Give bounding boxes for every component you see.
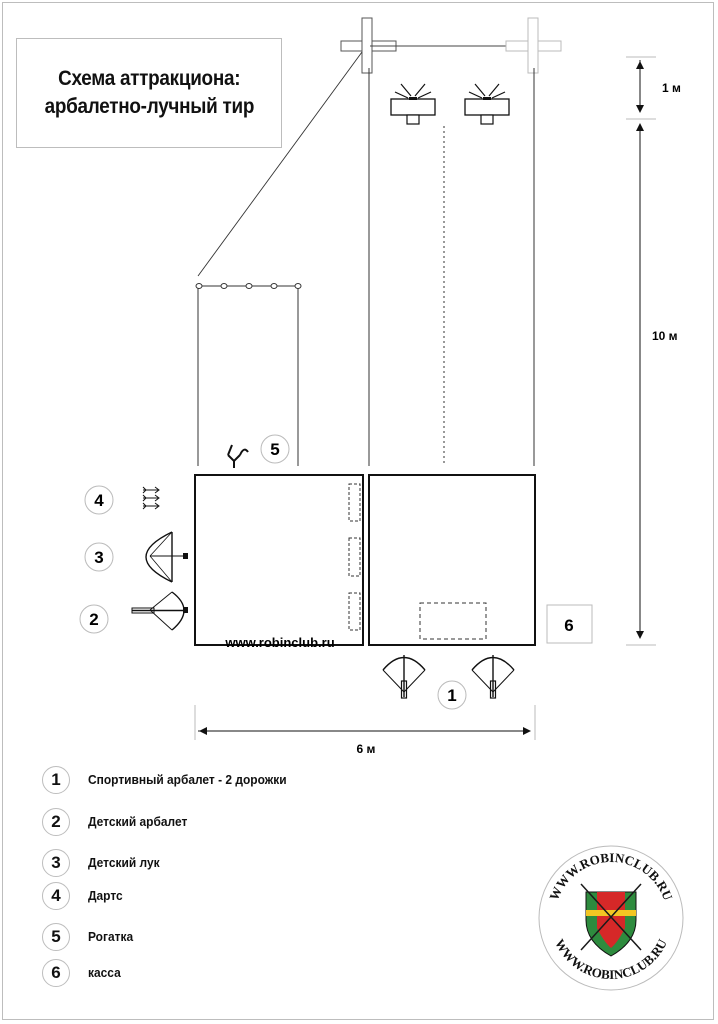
legend-item [42, 959, 362, 987]
legend-number: 2 [42, 808, 70, 836]
legend-item [42, 808, 362, 836]
title-line-1: Схема аттракциона: [57, 67, 241, 90]
sport-crossbow-icon [383, 655, 425, 698]
legend-label: Детский лук [88, 855, 160, 870]
legend-number: 3 [42, 849, 70, 877]
marker-2: 2 [89, 610, 99, 629]
dimension-label-lane-length: 10 м [652, 329, 678, 343]
marker-1: 1 [447, 686, 457, 705]
guy-wire [198, 52, 362, 276]
legend-item [42, 766, 362, 794]
title-line-2: арбалетно-лучный тир [44, 95, 254, 118]
legend-number: 5 [42, 923, 70, 951]
logo-text-bottom: WWW.ROBINCLUB.RU [552, 936, 670, 983]
child-crossbow-icon [132, 592, 188, 630]
booth-left [195, 475, 363, 645]
top-rail [341, 18, 561, 73]
bow-icon [146, 532, 188, 582]
legend-item [42, 849, 362, 877]
curtain [196, 284, 301, 467]
sport-crossbow-icon [472, 655, 514, 698]
legend-number: 1 [42, 766, 70, 794]
legend-number: 4 [42, 882, 70, 910]
legend-label: Рогатка [88, 929, 134, 944]
club-logo [539, 846, 683, 990]
dimension-label-width: 6 м [356, 742, 376, 756]
booth-right [369, 475, 535, 645]
slingshot-icon [228, 445, 248, 468]
logo-text-top: WWW.ROBINCLUB.RU [546, 849, 676, 903]
lane-walls [369, 68, 534, 466]
darts-icon [143, 487, 159, 509]
legend-label: Спортивный арбалет - 2 дорожки [88, 772, 287, 787]
marker-4: 4 [94, 491, 104, 510]
dimension-lane-length [626, 124, 656, 645]
legend-number: 6 [42, 959, 70, 987]
website-label: www.robinclub.ru [225, 635, 335, 650]
legend-label: Детский арбалет [88, 814, 188, 829]
marker-6: 6 [564, 616, 574, 635]
legend-item [42, 923, 362, 951]
marker-3: 3 [94, 548, 104, 567]
legend-label: Дартс [88, 888, 123, 903]
legend-item [42, 882, 362, 910]
legend-label: касса [88, 965, 121, 980]
dimension-top-gap [626, 57, 656, 119]
marker-5: 5 [270, 440, 280, 459]
target-icon [465, 84, 509, 124]
dimension-width [195, 705, 535, 740]
dimension-label-top-gap: 1 м [662, 81, 681, 95]
target-icon [391, 84, 435, 124]
